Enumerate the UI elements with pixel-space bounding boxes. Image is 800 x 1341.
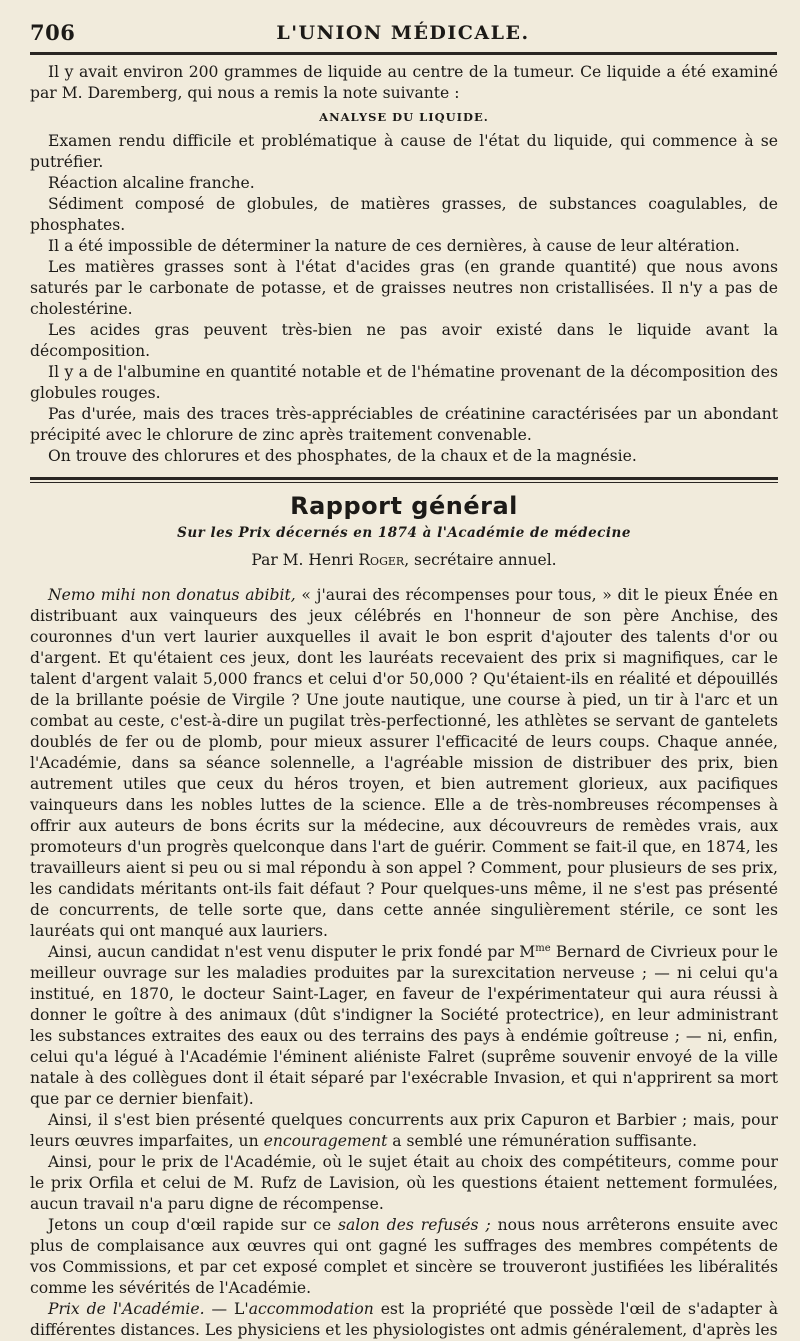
report-paragraph: Prix de l'Académie. — L'accommodation est la propriété que possède l'œil de s'adapter à différentes distances. Les physiciens et les physiologistes ont admis généralement, d'après les xyxy=(30,1300,779,1339)
article-body xyxy=(30,62,778,1341)
running-head xyxy=(24,14,782,48)
intro-paragraph: Il y avait environ 200 grammes de liquide au centre de la tumeur. Ce liquide a été examiné par M. Daremberg, qui nous a remis la note suivante : xyxy=(30,63,778,102)
report-paragraph: Jetons un coup d'œil rapide sur ce salon des refusés ; nous nous arrêterons ensuite avec plus de complaisance aux œuvres qui ont gagné les suffrages des membres compétents de vos Commissions, et par cet exposé complet et sincère se trouveront justifiées les libéralités comme les sévérités de l'Académie. xyxy=(30,1216,778,1297)
report-author xyxy=(30,550,778,571)
report-paragraph: Ainsi, il s'est bien présenté quelques concurrents aux prix Capuron et Barbier ; mais, pour leurs œuvres imparfaites, un encouragement a semblé une rémunération suffisante. xyxy=(30,1111,778,1150)
header-rule xyxy=(30,52,777,55)
analysis-paragraph: Il y a de l'albumine en quantité notable et de l'hématine provenant de la décomposition des globules rouges. xyxy=(30,363,778,402)
author-prefix: Par M. Henri xyxy=(251,551,359,569)
analysis-paragraph: Examen rendu difficile et problématique à cause de l'état du liquide, qui commence à se putréfier. xyxy=(30,132,778,171)
analysis-heading: ANALYSE DU LIQUIDE. xyxy=(319,110,489,124)
prize-heading: Prix de l'Académie. xyxy=(48,1300,205,1318)
analysis-paragraph: Sédiment composé de globules, de matières grasses, de substances coagulables, de phosphates. xyxy=(30,195,778,234)
analysis-paragraph: Pas d'urée, mais des traces très-appréciables de créatinine caractérisées par un abondant précipité avec le chlorure de zinc après traitement convenable. xyxy=(30,405,778,444)
latin-quote: Nemo mihi non donatus abibit, xyxy=(48,586,296,604)
author-surname: Roger xyxy=(358,551,405,569)
report-subtitle: Sur les Prix décernés en 1874 à l'Académie de médecine xyxy=(177,525,631,541)
report-paragraph: Ainsi, aucun candidat n'est venu disputer le prix fondé par $M^{me}$ Bernard de Civrieux pour le meilleur ouvrage sur les maladies produites par la surexcitation nerveuse ; — ni celui qu'a institué, en 1870, le docteur Saint-Lager, en faveur de l'expérimentateur qui aura réussi à donner le goître à des animaux (dût s'indigner la Société protectrice), en leur administrant les substances extraites des eaux ou des terrains des pays à endémie goîtreuse ; — ni, enfin, celui qu'a légué à l'Académie l'éminent aliéniste Falret (suprême souvenir envoyé de la ville natale à des collègues dont il était séparé par l'exécrable Invasion, et qui n'apprirent sa mort que par ce dernier bienfait). xyxy=(30,942,779,1108)
report-paragraph: Nemo mihi non donatus abibit, « j'aurai des récompenses pour tous, » dit le pieux Énée en distribuant aux vainqueurs des jeux célébrés en l'honneur de son père Anchise, des couronnes d'un vert laurier auxquelles il avait le bon esprit d'ajouter des talents d'or ou d'argent. Et qu'étaient ces jeux, dont les lauréats recevaient des prix si magnifiques, car le talent d'argent valait 5,000 francs et celui d'or 50,000 ? Qu'étaient-ils en réalité et dépouillés de la brillante poésie de Virgile ? Une joute nautique, une course à pied, un tir à l'arc et un combat au ceste, c'est-à-dire un pugilat très-perfectionné, les athlètes se servant de gantelets doublés de fer ou de plomb, pour mieux assurer l'efficacité de leurs coups. Chaque année, l'Académie, dans sa séance solennelle, a l'agréable mission de distribuer des prix, bien autrement utiles que ceux du héros troyen, et bien autrement glorieux, aux pacifiques vainqueurs dans les nobles luttes de la science. Elle a de très-nombreuses récompenses à offrir aux auteurs de bons écrits sur la médecine, aux découvreurs de remèdes vrais, aux promoteurs d'un progrès quelconque dans l'art de guérir. Comment se fait-il que, en 1874, les travailleurs aient si peu ou si mal répondu à son appel ? Comment, pour plusieurs de ses prix, les candidats méritants ont-ils fait défaut ? Pour quelques-uns même, il ne s'est pas présenté de concurrents, de telle sorte que, dans cette année singulièrement stérile, ce sont les lauréats qui ont manqué aux lauriers. xyxy=(30,586,778,940)
journal-title: L'UNION MÉDICALE. xyxy=(276,22,530,44)
section-divider xyxy=(30,477,778,483)
author-suffix: , secrétaire annuel. xyxy=(404,551,557,569)
analysis-paragraph: Il a été impossible de déterminer la nature de ces dernières, à cause de leur altération. xyxy=(48,237,740,255)
analysis-paragraph: Les acides gras peuvent très-bien ne pas avoir existé dans le liquide avant la décomposition. xyxy=(30,321,778,360)
analysis-paragraph: On trouve des chlorures et des phosphates, de la chaux et de la magnésie. xyxy=(48,447,637,465)
analysis-paragraph: Réaction alcaline franche. xyxy=(48,174,255,192)
page-number: 706 xyxy=(30,20,76,45)
report-title: Rapport général xyxy=(290,492,518,520)
analysis-paragraph: Les matières grasses sont à l'état d'acides gras (en grande quantité) que nous avons saturés par le carbonate de potasse, et de graisses neutres non cristallisées. Il n'y a pas de cholestérine. xyxy=(30,258,778,318)
report-paragraph: Ainsi, pour le prix de l'Académie, où le sujet était au choix des compétiteurs, comme pour le prix Orfila et celui de M. Rufz de Lavision, où les questions étaient nettement formulées, aucun travail n'a paru digne de récompense. xyxy=(30,1153,778,1213)
